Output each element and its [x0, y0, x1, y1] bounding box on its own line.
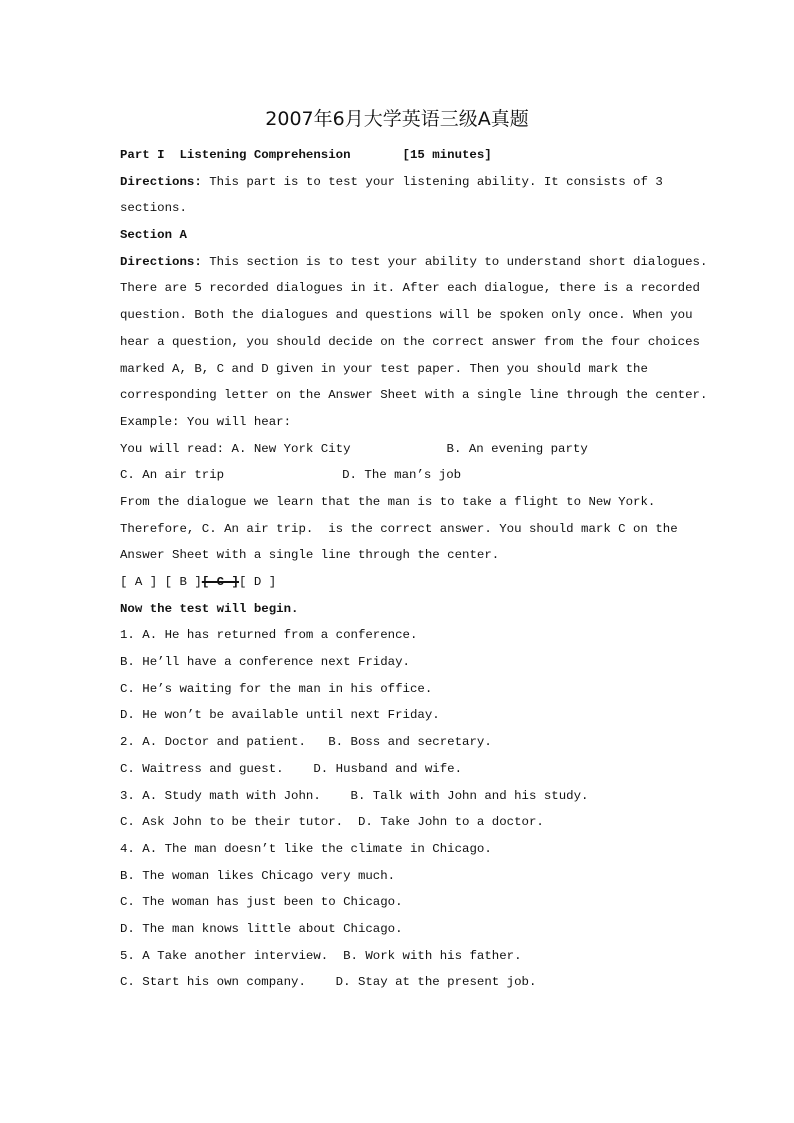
directions-label: Directions:	[120, 174, 202, 189]
mark-b: [ B ]	[164, 575, 202, 589]
directions-line: marked A, B, C and D given in your test paper. Then you should mark the	[120, 361, 648, 376]
exam-body	[120, 142, 708, 996]
option-a: You will read: A. New York City	[120, 441, 351, 456]
explanation-line: Answer Sheet with a single line through the center.	[120, 548, 500, 563]
directions-line: hear a question, you should decide on the correct answer from the four choices	[120, 334, 700, 349]
directions-line: question. Both the dialogues and questions will be spoken only once. When you	[120, 308, 693, 323]
example-hear: Example: You will hear:	[120, 414, 292, 429]
mark-c-struck: [ C ]	[201, 575, 239, 589]
question-line: 1. A. He has returned from a conference.	[120, 628, 418, 643]
part-label: Part I Listening Comprehension	[120, 148, 351, 162]
question-line: B. He’ll have a conference next Friday.	[120, 655, 410, 670]
directions-line: corresponding letter on the Answer Sheet with a single line through the center.	[120, 388, 708, 403]
question-line: 3. A. Study math with John. B. Talk with John and his study.	[120, 788, 589, 803]
option-c: C. An air trip	[120, 468, 225, 483]
question-line: C. Start his own company. D. Stay at the present job.	[120, 975, 537, 990]
question-line: D. He won’t be available until next Friday.	[120, 708, 440, 723]
question-line: C. Ask John to be their tutor. D. Take John to a doctor.	[120, 815, 544, 830]
page-title: 2007年6月大学英语三级A真题	[265, 108, 529, 130]
question-line: 4. A. The man doesn’t like the climate in Chicago.	[120, 841, 492, 856]
begin-notice: Now the test will begin.	[120, 601, 299, 616]
question-line: C. He’s waiting for the man in his office.	[120, 681, 433, 696]
option-b: B. An evening party	[446, 441, 588, 456]
explanation-line: From the dialogue we learn that the man is to take a flight to New York.	[120, 494, 656, 509]
question-line: B. The woman likes Chicago very much.	[120, 868, 396, 883]
explanation-line: Therefore, C. An air trip. is the correct answer. You should mark C on the	[120, 521, 678, 536]
directions-part	[120, 169, 680, 196]
option-d: D. The man’s job	[342, 468, 462, 483]
question-line: 2. A. Doctor and patient. B. Boss and secretary.	[120, 735, 492, 750]
question-line: C. Waitress and guest. D. Husband and wife.	[120, 761, 463, 776]
example-read-ab	[120, 436, 680, 463]
directions-line: There are 5 recorded dialogues in it. After each dialogue, there is a recorded	[120, 281, 700, 296]
directions-text: This section is to test your ability to understand short dialogues.	[201, 254, 708, 269]
part-heading	[120, 142, 680, 169]
question-line: D. The man knows little about Chicago.	[120, 921, 403, 936]
answer-marks	[120, 569, 680, 596]
part-time: [15 minutes]	[402, 148, 492, 162]
mark-d: [ D ]	[239, 575, 277, 589]
directions-part-cont: sections.	[120, 201, 187, 216]
directions-text: This part is to test your listening ability. It consists of 3	[201, 174, 663, 189]
directions-label: Directions:	[120, 254, 202, 269]
directions-section	[120, 249, 708, 276]
mark-a: [ A ]	[120, 575, 158, 589]
question-line: 5. A Take another interview. B. Work with his father.	[120, 948, 522, 963]
section-a-heading: Section A	[120, 228, 187, 243]
question-line: C. The woman has just been to Chicago.	[120, 895, 403, 910]
example-read-cd	[120, 462, 680, 489]
